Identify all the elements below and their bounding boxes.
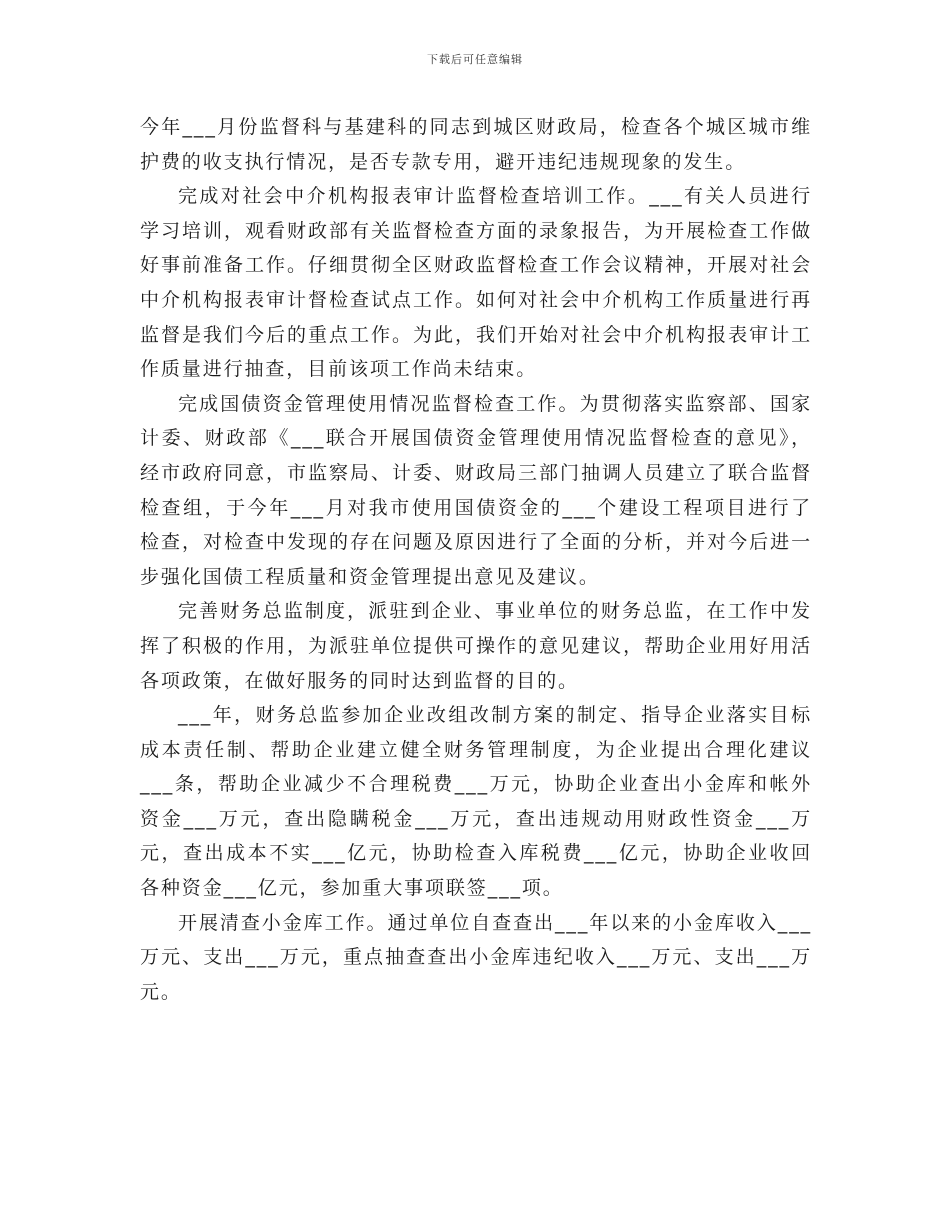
document-body (140, 110, 812, 1009)
paragraph-city-maintenance-fee: 今年___月份监督科与基建科的同志到城区财政局，检查各个城区城市维护费的收支执行情况，是否专款专用，避开违纪违规现象的发生。 (140, 116, 812, 173)
paragraph-intermediary-audit: 完成对社会中介机构报表审计监督检查培训工作。___有关人员进行学习培训，观看财政部有关监督检查方面的录象报告，为开展检查工作做好事前准备工作。仔细贯彻全区财政监督检查工作会议精神，开展对社会中介机构报表审计督检查试点工作。如何对社会中介机构工作质量进行再监督是我们今后的重点工作。为此，我们开始对社会中介机构报表审计工作质量进行抽查，目前该项工作尚未结束。 (140, 185, 812, 381)
paragraph-finance-director-system: 完善财务总监制度，派驻到企业、事业单位的财务总监，在工作中发挥了积极的作用，为派驻单位提供可操作的意见建议，帮助企业用好用活各项政策，在做好服务的同时达到监督的目的。 (140, 600, 812, 692)
paragraph-national-debt-fund: 完成国债资金管理使用情况监督检查工作。为贯彻落实监察部、国家计委、财政部《___联合开展国债资金管理使用情况监督检查的意见》，经市政府同意，市监察局、计委、财政局三部门抽调人员建立了联合监督检查组，于今年___月对我市使用国债资金的___个建设工程项目进行了检查，对检查中发现的存在问题及原因进行了全面的分析，并对今后进一步强化国债工程质量和资金管理提出意见及建议。 (140, 392, 812, 588)
paragraph-finance-director-results: ___年，财务总监参加企业改组改制方案的制定、指导企业落实目标成本责任制、帮助企业建立健全财务管理制度，为企业提出合理化建议___条，帮助企业减少不合理税费___万元，协助企业查出小金库和帐外资金___万元，查出隐瞒税金___万元，查出违规动用财政性资金___万元，查出成本不实___亿元，协助检查入库税费___亿元，协助企业收回各种资金___亿元，参加重大事项联签___项。 (140, 704, 812, 900)
page-header: 下载后可任意编辑 (427, 53, 523, 66)
paragraph-slush-fund-inspection: 开展清查小金库工作。通过单位自查查出___年以来的小金库收入___万元、支出___万元，重点抽查查出小金库违纪收入___万元、支出___万元。 (140, 911, 812, 1003)
